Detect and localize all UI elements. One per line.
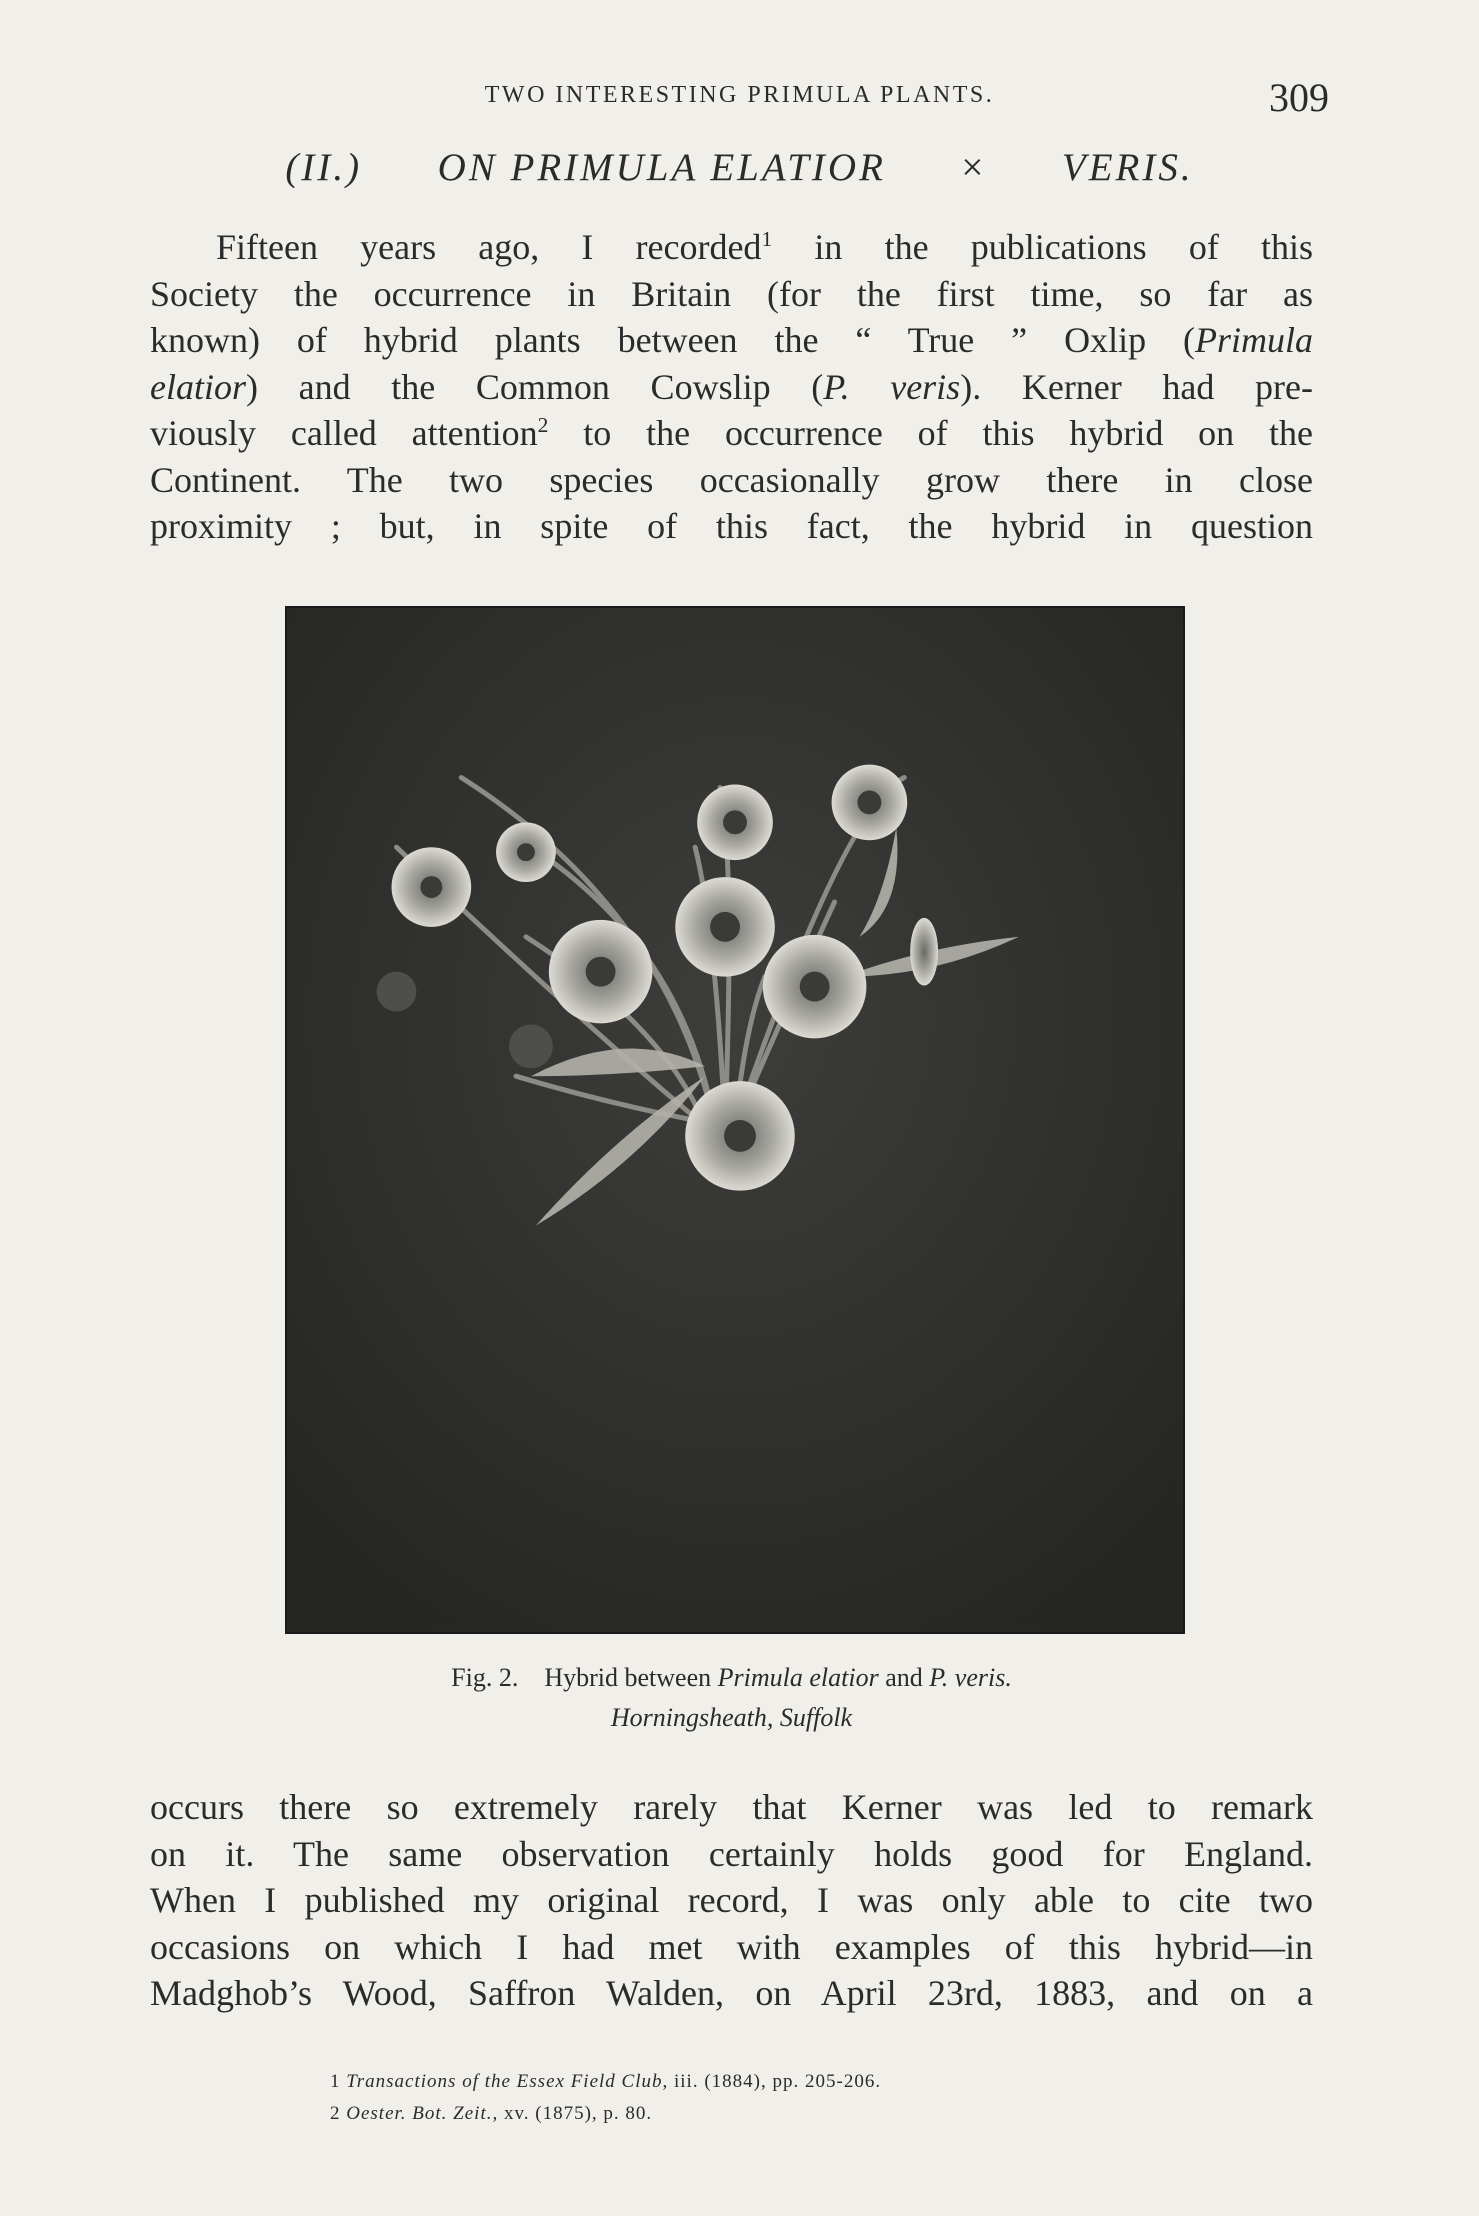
text-line: viously called attention$^2$ to the occurrence of this hybrid on the [150, 413, 1314, 453]
figure-caption: Fig. 2. Hybrid between Primula elatior and P. veris. [451, 1663, 1012, 1692]
footnote-1: 1 Transactions of the Essex Field Club, iii. (1884), pp. 205-206. [330, 2071, 882, 2092]
text-line: occurs there so extremely rarely that Kerner was led to remark [150, 1787, 1313, 1827]
figure-caption-place: Horningsheath, Suffolk [610, 1703, 853, 1732]
section-title-end: VERIS. [1061, 146, 1194, 189]
running-title: TWO INTERESTING PRIMULA PLANTS. [484, 82, 995, 108]
footnote-ref-1: 1 [761, 227, 773, 251]
text-line: elatior) and the Common Cowslip (P. veris). Kerner had pre- [150, 366, 1313, 407]
text-line: occasions on which I had met with examples of this hybrid—in [150, 1926, 1313, 1967]
text-line: Madghob’s Wood, Saffron Walden, on April 23rd, 1883, and on a [150, 1973, 1313, 2013]
text-line: Continent. The two species occasionally grow there in close [150, 459, 1313, 500]
page-number: 309 [1269, 75, 1329, 120]
running-head [150, 74, 1329, 120]
section-title-text: ON PRIMULA ELATIOR [437, 146, 886, 189]
text-line: When I published my original record, I was only able to cite two [150, 1880, 1313, 1920]
footnotes [330, 2066, 881, 2130]
flower-photo-illustration [287, 608, 1183, 1632]
paragraph-1 [150, 224, 1313, 550]
paragraph-2 [150, 1784, 1313, 2017]
footnote-ref-2: 2 [537, 413, 549, 437]
photograph-primula-hybrid [285, 606, 1185, 1634]
text-line: on it. The same observation certainly holds good for England. [150, 1833, 1313, 1874]
cross-symbol: × [961, 146, 987, 189]
text-line: known) of hybrid plants between the “ True ” Oxlip (Primula [150, 320, 1313, 360]
text-line: Society the occurrence in Britain (for the first time, so far as [150, 273, 1313, 314]
text-line: proximity ; but, in spite of this fact, the hybrid in question [150, 506, 1313, 546]
section-number: (II.) [285, 146, 363, 189]
text-line: Fifteen years ago, I recorded$^1$ in the publications of this [216, 227, 1313, 267]
section-title [150, 145, 1329, 190]
footnote-2: 2 Oester. Bot. Zeit., xv. (1875), p. 80. [330, 2103, 653, 2124]
